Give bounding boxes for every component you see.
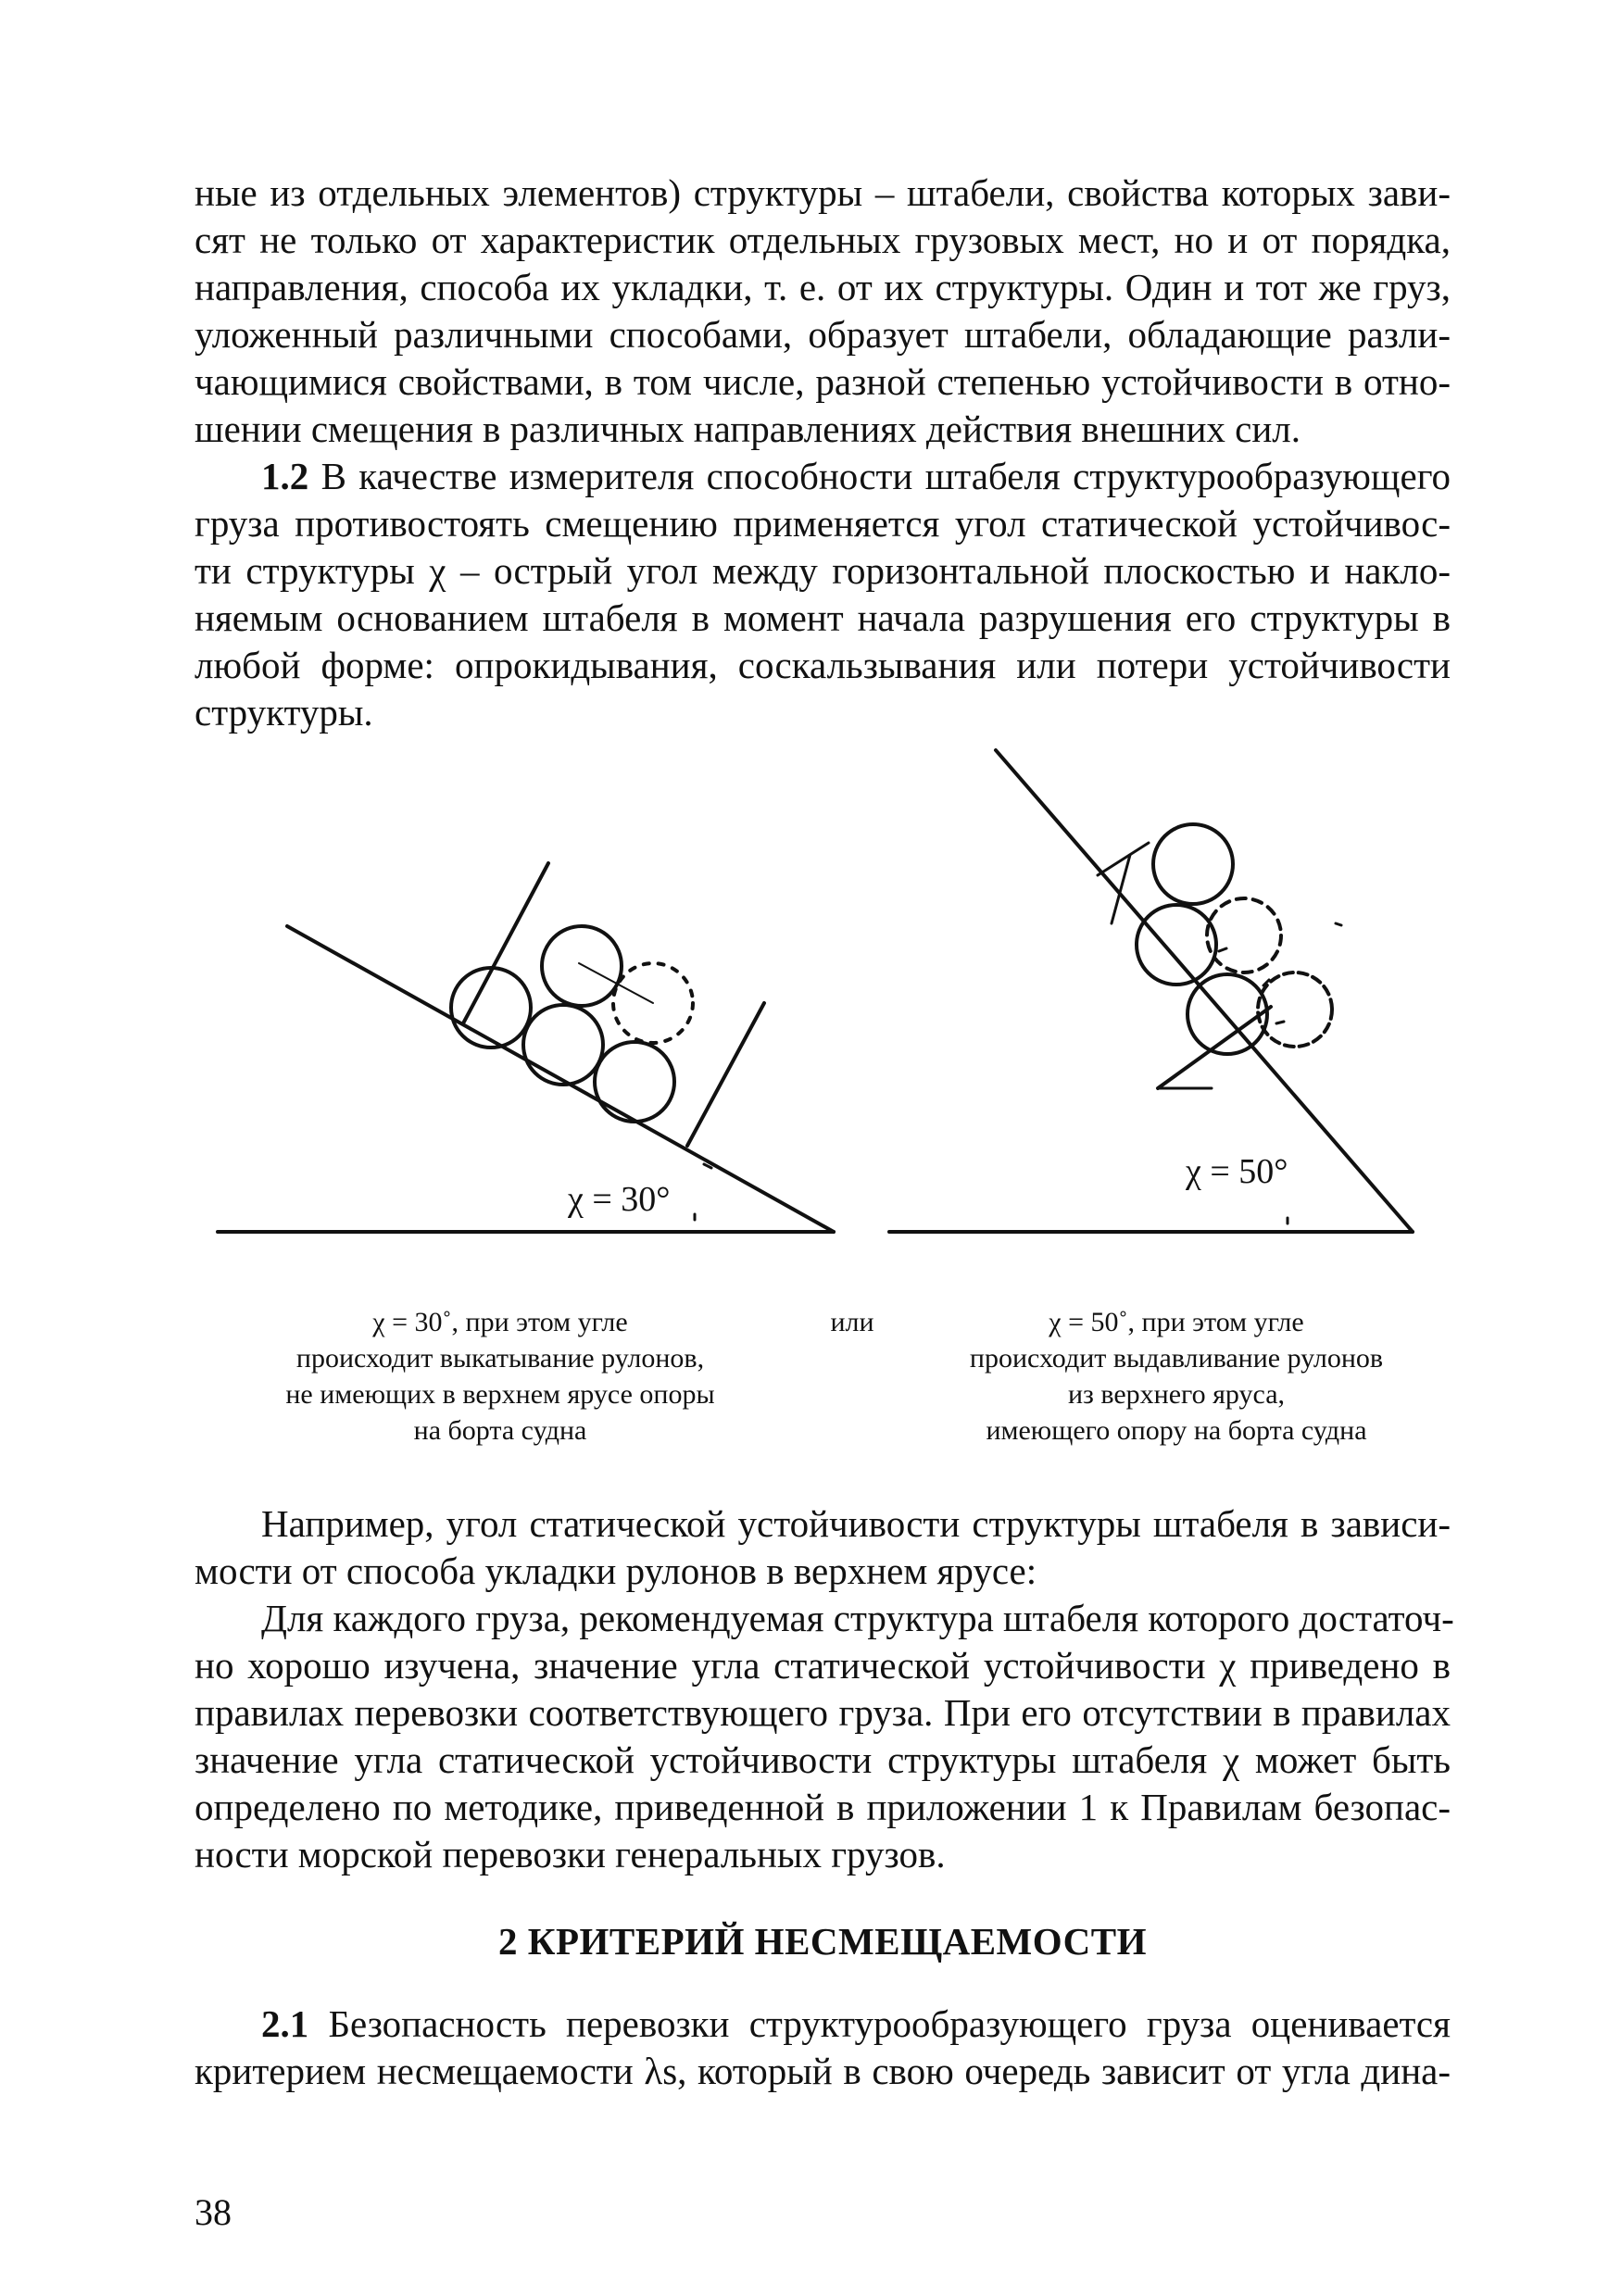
caption-line: χ = 50˚, при этом угле <box>1049 1307 1304 1337</box>
caption-or: или <box>830 1307 874 1337</box>
roll-circle <box>542 926 622 1006</box>
text-line-rest: Безопасность перевозки структурообразующего груза оценивается <box>308 2002 1451 2045</box>
text-line: критерием несмещаемости λs, который в свою очередь зависит от угла дина- <box>195 2050 1451 2092</box>
text-line: мости от способа укладки рулонов в верхнем ярусе: <box>195 1549 1037 1592</box>
paragraph-intro <box>195 169 1451 453</box>
section-number: 2.1 <box>261 2002 309 2045</box>
caption-middle <box>792 1304 912 1340</box>
left-diagram-30 <box>218 863 834 1232</box>
text-line: сят не только от характеристик отдельных грузовых мест, но и от порядка, <box>195 219 1451 261</box>
roll-circle <box>1187 974 1267 1054</box>
stack-stability-figure <box>213 746 1436 1264</box>
paragraph-2-1 <box>195 2001 1451 2095</box>
text-line: шении смещения в различных направлениях действия внешних сил. <box>195 408 1301 450</box>
text-line: структуры. <box>195 691 373 734</box>
text-line: Например, угол статической устойчивости структуры штабеля в зависи- <box>261 1502 1451 1545</box>
caption-left <box>241 1304 760 1449</box>
text-line: определено по методике, приведенной в приложении 1 к Правилам безопас- <box>195 1786 1451 1828</box>
caption-line: из верхнего яруса, <box>1067 1379 1286 1410</box>
text-line-rest: В качестве измерителя способности штабеля структурообразующего <box>308 455 1451 497</box>
text-line: ные из отдельных элементов) структуры – штабели, свойства которых зави- <box>195 171 1451 214</box>
roll-circle <box>1137 905 1216 985</box>
text-line: направления, способа их укладки, т. е. от их структуры. Один и тот же груз, <box>195 266 1451 308</box>
angle-label-30: χ = 30° <box>568 1180 671 1219</box>
section-heading: 2 КРИТЕРИЙ НЕСМЕЩАЕМОСТИ <box>498 1920 1147 1963</box>
text-line: ности морской перевозки генеральных грузов. <box>195 1833 946 1876</box>
paragraph-example <box>195 1500 1451 1595</box>
text-line: любой форме: опрокидывания, соскальзывания или потери устойчивости <box>195 644 1451 686</box>
caption-line: имеющего опору на борта судна <box>986 1415 1367 1446</box>
text-line: уложенный различными способами, образует штабели, обладающие разли- <box>195 313 1451 356</box>
right-diagram-50 <box>889 750 1413 1232</box>
text-line: но хорошо изучена, значение угла статической устойчивости χ приведено в <box>195 1644 1451 1687</box>
inclined-base-line <box>287 926 834 1232</box>
text-line: Для каждого груза, рекомендуемая структура штабеля которого достаточ- <box>261 1597 1454 1639</box>
angle-label-50: χ = 50° <box>1186 1152 1288 1191</box>
support-brace <box>1098 843 1149 875</box>
support-wall-right <box>687 1003 764 1146</box>
roll-circle <box>451 968 531 1048</box>
text-line: чающимися свойствами, в том числе, разной степенью устойчивости в отно- <box>195 360 1451 403</box>
caption-line: происходит выкатывание рулонов, <box>295 1343 705 1374</box>
text-line: значение угла статической устойчивости структуры штабеля χ может быть <box>195 1738 1451 1781</box>
roll-circle-dashed <box>1207 898 1281 972</box>
text-line: ти структуры χ – острый угол между горизонтальной плоскостью и накло- <box>195 549 1451 592</box>
paragraph-each-cargo <box>195 1595 1454 1878</box>
support-wall-left <box>463 863 548 1023</box>
caption-line: происходит выдавливание рулонов <box>969 1343 1384 1374</box>
section-number: 1.2 <box>261 455 309 497</box>
roll-circle <box>595 1042 674 1122</box>
paragraph-1-2 <box>195 453 1451 736</box>
caption-line: χ = 30˚, при этом угле <box>372 1307 628 1337</box>
caption-right <box>917 1304 1436 1449</box>
text-line: груза противостоять смещению применяется угол статической устойчивос- <box>195 502 1451 545</box>
text-line <box>195 2001 1451 2048</box>
page-number: 38 <box>195 2191 232 2233</box>
caption-line: не имеющих в верхнем ярусе опоры <box>285 1379 715 1410</box>
text-line: правилах перевозки соответствующего груза. При его отсутствии в правилах <box>195 1691 1451 1734</box>
roll-link <box>579 963 653 1003</box>
roll-circle <box>523 1005 603 1085</box>
roll-circle <box>1153 824 1233 904</box>
text-line <box>195 453 1451 500</box>
text-line: няемым основанием штабеля в момент начала разрушения его структуры в <box>195 596 1451 639</box>
caption-line: на борта судна <box>413 1415 587 1446</box>
